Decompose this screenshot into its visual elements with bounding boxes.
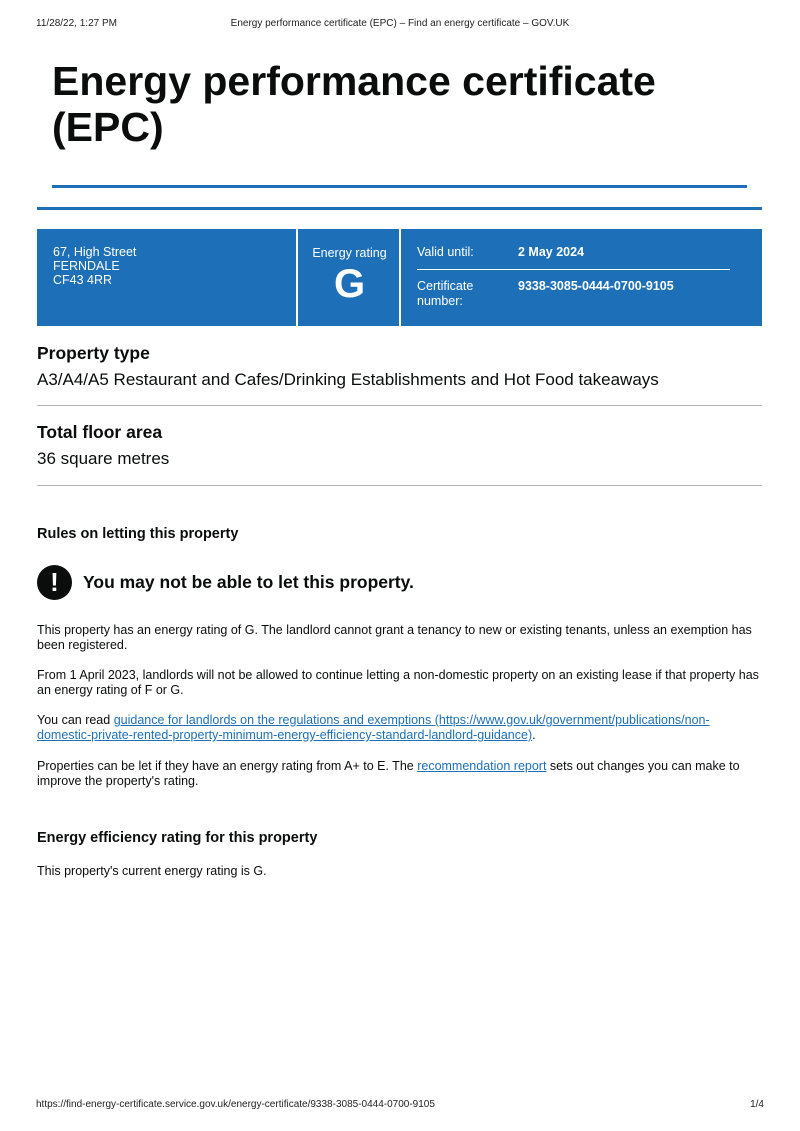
para4-prefix: Properties can be let if they have an energy rating from A+ to E. The: [37, 759, 418, 773]
divider: [37, 405, 762, 406]
property-type-heading: Property type: [37, 343, 150, 363]
exclamation-icon: !: [37, 565, 72, 600]
letting-paragraph-2: From 1 April 2023, landlords will not be allowed to continue letting a non-domestic property on an existing lease if that property has an energy rating of F or G.: [37, 668, 759, 697]
certificate-number-row: [417, 279, 730, 313]
warning-callout: [37, 565, 757, 601]
certificate-details: [417, 229, 730, 326]
certificate-summary-banner: [37, 229, 762, 326]
guidance-url: (https://www.gov.uk/government/publications/non-domestic-private-rented-property-minimum-energy-efficiency-standard-landlord-guidance): [37, 713, 710, 742]
energy-rating-box: [298, 229, 401, 326]
address-line-2: FERNDALE: [53, 259, 120, 273]
banner-divider: [399, 229, 401, 326]
page-title: Energy performance certificate (EPC): [52, 58, 656, 150]
print-datetime: 11/28/22, 1:27 PM: [36, 18, 117, 29]
letting-paragraph-4: [37, 759, 763, 789]
warning-text: You may not be able to let this property.: [83, 572, 414, 592]
letting-rules-heading: Rules on letting this property: [37, 526, 239, 542]
letting-paragraph-3: [37, 713, 763, 743]
valid-until-label: Valid until:: [417, 245, 474, 259]
print-url: https://find-energy-certificate.service.gov.uk/energy-certificate/9338-3085-0444-0700-9105: [36, 1099, 435, 1110]
valid-until-value: 2 May 2024: [518, 245, 585, 259]
title-underline: [52, 185, 747, 188]
efficiency-heading: Energy efficiency rating for this property: [37, 830, 318, 846]
section-divider: [37, 207, 762, 210]
print-title: Energy performance certificate (EPC) – Find an energy certificate – GOV.UK: [230, 18, 570, 29]
energy-rating-value: G: [333, 262, 366, 306]
para3-prefix: You can read: [37, 713, 114, 727]
address-line-3: CF43 4RR: [53, 273, 113, 287]
energy-rating-label: Energy rating: [312, 246, 387, 260]
property-type-value: A3/A4/A5 Restaurant and Cafes/Drinking Establishments and Hot Food takeaways: [37, 370, 659, 389]
print-footer: [36, 1099, 764, 1113]
property-address: [53, 245, 136, 287]
guidance-link[interactable]: guidance for landlords on the regulations and exemptions: [113, 713, 432, 727]
print-header: [36, 18, 764, 32]
certificate-number-label: Certificate number:: [417, 279, 474, 308]
print-page-number: 1/4: [750, 1099, 764, 1110]
divider: [37, 485, 762, 486]
address-line-1: 67, High Street: [53, 245, 137, 259]
recommendation-report-link[interactable]: recommendation report: [417, 759, 547, 773]
floor-area-value: 36 square metres: [37, 449, 170, 468]
para3-suffix: .: [532, 728, 536, 742]
floor-area-heading: Total floor area: [37, 422, 163, 442]
para4-suffix: sets out changes you can make to improve the property's rating.: [37, 759, 740, 788]
letting-paragraph-1: This property has an energy rating of G. The landlord cannot grant a tenancy to new or existing tenants, unless an exemption has been registered.: [37, 623, 752, 652]
efficiency-text: This property's current energy rating is G.: [37, 864, 267, 878]
valid-until-row: [417, 245, 730, 270]
certificate-number-value: 9338-3085-0444-0700-9105: [518, 279, 674, 293]
